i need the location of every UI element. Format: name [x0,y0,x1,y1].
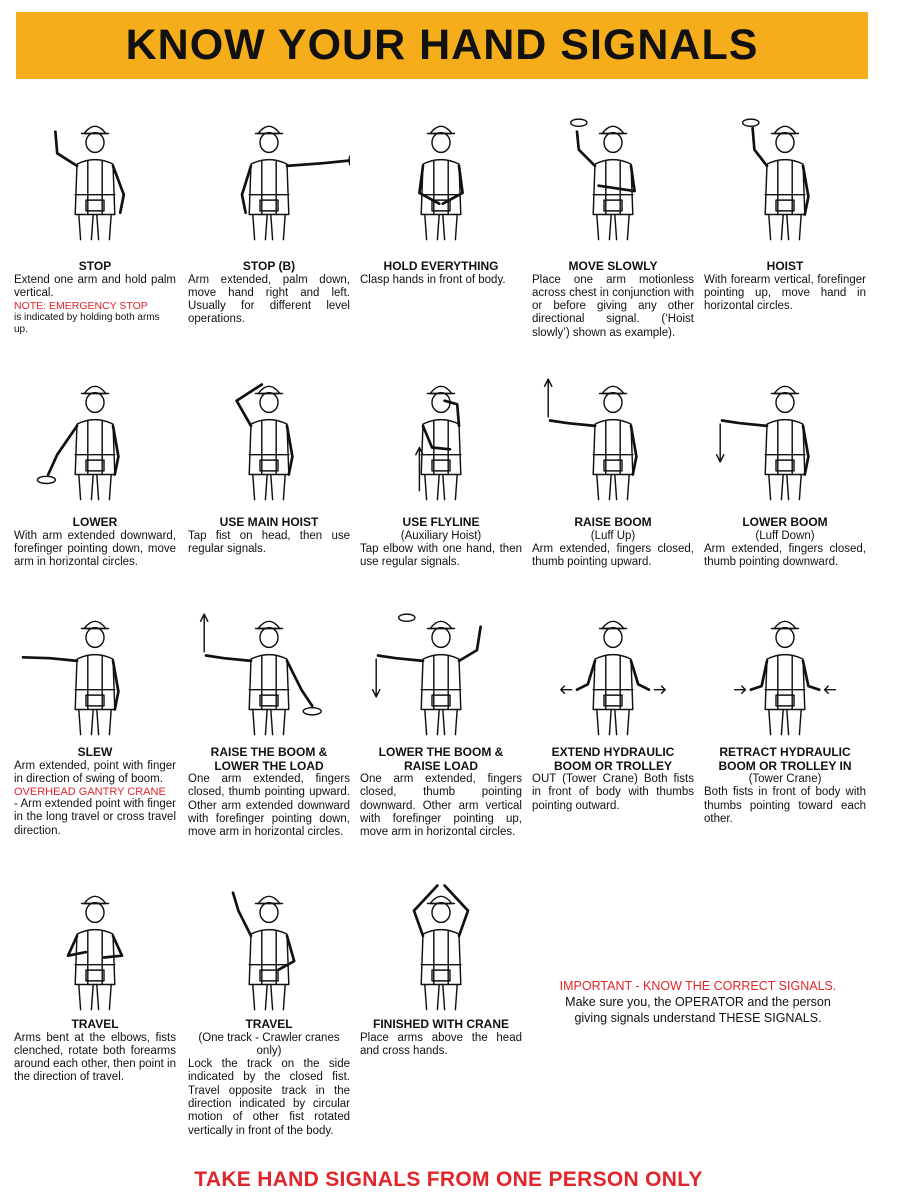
signal-subtitle: (Luff Down) [755,529,815,542]
travel-one-track-figure [188,870,350,1018]
signal-title: MOVE SLOWLY [568,259,658,273]
left-arm [206,656,251,661]
signal-title: RAISE THE BOOM & LOWER THE LOAD [210,745,328,773]
signal-text [532,746,694,813]
signal-description: With arm extended downward, forefinger pointing down, move arm in horizontal circles. [14,529,176,569]
signal-description: With forearm vertical, forefinger pointing up, move hand in horizontal circles. [704,273,866,313]
signal-text [704,260,866,313]
left-arm [48,426,77,475]
signal-description: Place arms above the head and cross hands. [360,1031,522,1057]
legs [597,475,629,500]
signal-text [188,260,350,327]
signal-text [188,1018,350,1138]
signal-subtitle: (Tower Crane) [748,773,822,785]
signal-note: OVERHEAD GANTRY CRANE [14,786,166,799]
signal-text [360,260,522,287]
signal-text [532,260,694,340]
left-arm [577,132,595,166]
use-main-hoist-figure [188,360,350,508]
vest [765,160,805,215]
signal-text [14,516,176,569]
legs [769,215,801,240]
signal-text [188,516,350,556]
signal-title: FINISHED WITH CRANE [373,1017,509,1031]
right-arm [445,401,459,426]
signal-title: SLEW [77,745,113,759]
legs [79,215,111,240]
rotation-arrow [399,614,415,621]
head [604,393,622,413]
signal-subtitle: (One track - Crawler cranes only) [198,1031,340,1057]
rotation-arrow [743,119,759,126]
vest [421,655,461,710]
hoist-figure [704,100,866,248]
head [432,903,450,923]
left-arm [55,132,77,166]
signal-text [704,516,866,569]
signal-text [188,746,350,839]
raise-boom-lower-load-figure [188,595,350,743]
head [776,133,794,153]
right-arm [631,661,649,690]
head [260,628,278,648]
vest [75,420,115,475]
move-slowly-figure [532,100,694,248]
signal-subtitle: (Luff Up) [590,529,636,542]
signal-title: LOWER THE BOOM & RAISE LOAD [378,745,504,773]
right-arm [287,161,350,166]
right-arm [803,661,819,690]
left-arm [423,426,450,449]
signal-description: Clasp hands in front of body. [360,273,506,286]
title-banner [16,12,868,79]
head [86,628,104,648]
left-arm [751,661,767,690]
left-arm [577,661,595,690]
signal-title: RETRACT HYDRAULIC BOOM OR TROLLEY IN [718,745,852,773]
signal-description: Extend one arm and hold palm vertical. [14,273,176,299]
right-arm [599,166,635,191]
signal-description: One arm extended, fingers closed, thumb pointing downward. Other arm vertical with forefinger pointing up, move arm in horizontal circles. [360,773,522,839]
vest [75,655,115,710]
signal-title: LOWER [72,515,118,529]
legs [597,710,629,735]
signal-text [704,746,866,826]
signal-title: TRAVEL [245,1017,293,1031]
stop-b-signal-figure [188,100,350,248]
head [86,393,104,413]
legs [253,215,285,240]
legs [425,985,457,1010]
signal-description: Arm extended, point with finger in direction of swing of boom. [14,759,176,785]
signal-description: Lock the track on the side indicated by the closed fist. Travel opposite track in the direction indicated by circular motion of other fist rotated vertically in front of the body. [188,1058,350,1137]
head [86,903,104,923]
legs [79,710,111,735]
signal-text [532,516,694,569]
signal-title: HOIST [766,259,804,273]
vest [75,160,115,215]
vest [249,160,289,215]
slew-figure [14,595,176,743]
left-arm [233,893,251,936]
signal-title: RAISE BOOM [574,515,652,529]
signal-description: OUT (Tower Crane) Both fists in front of body with thumbs pointing outward. [532,773,694,812]
head [432,133,450,153]
signal-title: USE MAIN HOIST [219,515,319,529]
signal-note-description: - Arm extended point with finger in the long travel or cross travel direction. [14,798,176,837]
signal-description: Tap fist on head, then use regular signals. [188,529,350,555]
head [432,628,450,648]
left-arm [753,128,767,166]
signal-description: Arm extended, fingers closed, thumb pointing downward. [704,542,866,569]
travel-figure [14,870,176,1018]
important-notice [540,978,856,1026]
vest [249,420,289,475]
right-arm [287,661,312,706]
vest [249,930,289,985]
legs [425,710,457,735]
vest [593,655,633,710]
legs [253,710,285,735]
left-arm [23,657,77,661]
important-line-1: IMPORTANT - KNOW THE CORRECT SIGNALS. [559,979,837,993]
head [260,393,278,413]
legs [769,710,801,735]
signal-description: Tap elbow with one hand, then use regular signals. [360,542,522,569]
legs [79,985,111,1010]
head [604,628,622,648]
left-arm [414,886,437,936]
signal-text [360,746,522,839]
legs [425,475,457,500]
left-arm [722,421,767,426]
head [260,903,278,923]
use-flyline-figure [360,360,522,508]
signal-description: One arm extended, fingers closed, thumb pointing upward. Other arm extended downward with forefinger pointing down, move arm in horizontal circles. [188,773,350,839]
vest [765,655,805,710]
legs [769,475,801,500]
head [776,393,794,413]
legs [253,985,285,1010]
rotation-arrow [37,476,55,483]
vest [421,160,461,215]
signal-text [14,746,176,838]
lower-figure [14,360,176,508]
left-arm [550,421,595,426]
signal-title: TRAVEL [71,1017,119,1031]
left-arm [378,656,423,661]
vest [593,420,633,475]
footer-warning: TAKE HAND SIGNALS FROM ONE PERSON ONLY [194,1168,703,1191]
signal-title: HOLD EVERYTHING [383,259,499,273]
signal-description: Arm extended, palm down, move hand right and left. Usually for different level operations. [188,273,350,326]
signal-description: Both fists in front of body with thumbs pointing toward each other. [704,786,866,825]
hold-everything-figure [360,100,522,248]
retract-hydraulic-figure [704,595,866,743]
signal-title: LOWER BOOM [742,515,828,529]
signal-subtitle: (Auxiliary Hoist) [400,529,482,542]
finished-with-crane-figure [360,870,522,1018]
head [260,133,278,153]
signal-note-description: is indicated by holding both arms up. [14,312,160,336]
vest [421,930,461,985]
legs [253,475,285,500]
signal-title: USE FLYLINE [402,515,480,529]
signal-note: NOTE: EMERGENCY STOP [14,300,148,313]
rotation-arrow [303,708,321,715]
extend-hydraulic-figure [532,595,694,743]
signal-text [360,516,522,569]
raise-boom-figure [532,360,694,508]
legs [597,215,629,240]
signal-description: Place one arm motionless across chest in conjunction with or before giving any other directional signal. (‘Hoist slowly’) shown as example). [532,273,694,339]
vest [249,655,289,710]
signal-title: EXTEND HYDRAULIC BOOM OR TROLLEY [551,745,675,773]
legs [425,215,457,240]
head [776,628,794,648]
lower-boom-raise-load-figure [360,595,522,743]
signal-description: Arm extended, fingers closed, thumb pointing upward. [532,542,694,569]
page-title: KNOW YOUR HAND SIGNALS [125,21,759,69]
signal-title: STOP (B) [242,259,296,273]
important-line-3: giving signals understand THESE SIGNALS. [574,1011,822,1025]
right-arm [459,627,481,661]
signal-text [14,260,176,336]
signal-text [14,1018,176,1085]
left-arm [237,385,262,426]
signal-text [360,1018,522,1058]
rotation-arrow [571,119,587,126]
head [86,133,104,153]
head [604,133,622,153]
signal-description: Arms bent at the elbows, fists clenched, rotate both forearms around each other, then point in the direction of travel. [14,1031,176,1084]
stop-signal-figure [14,100,176,248]
lower-boom-figure [704,360,866,508]
legs [79,475,111,500]
vest [765,420,805,475]
signal-title: STOP [78,259,112,273]
right-arm [445,886,468,936]
important-line-2: Make sure you, the OPERATOR and the person [565,995,831,1009]
